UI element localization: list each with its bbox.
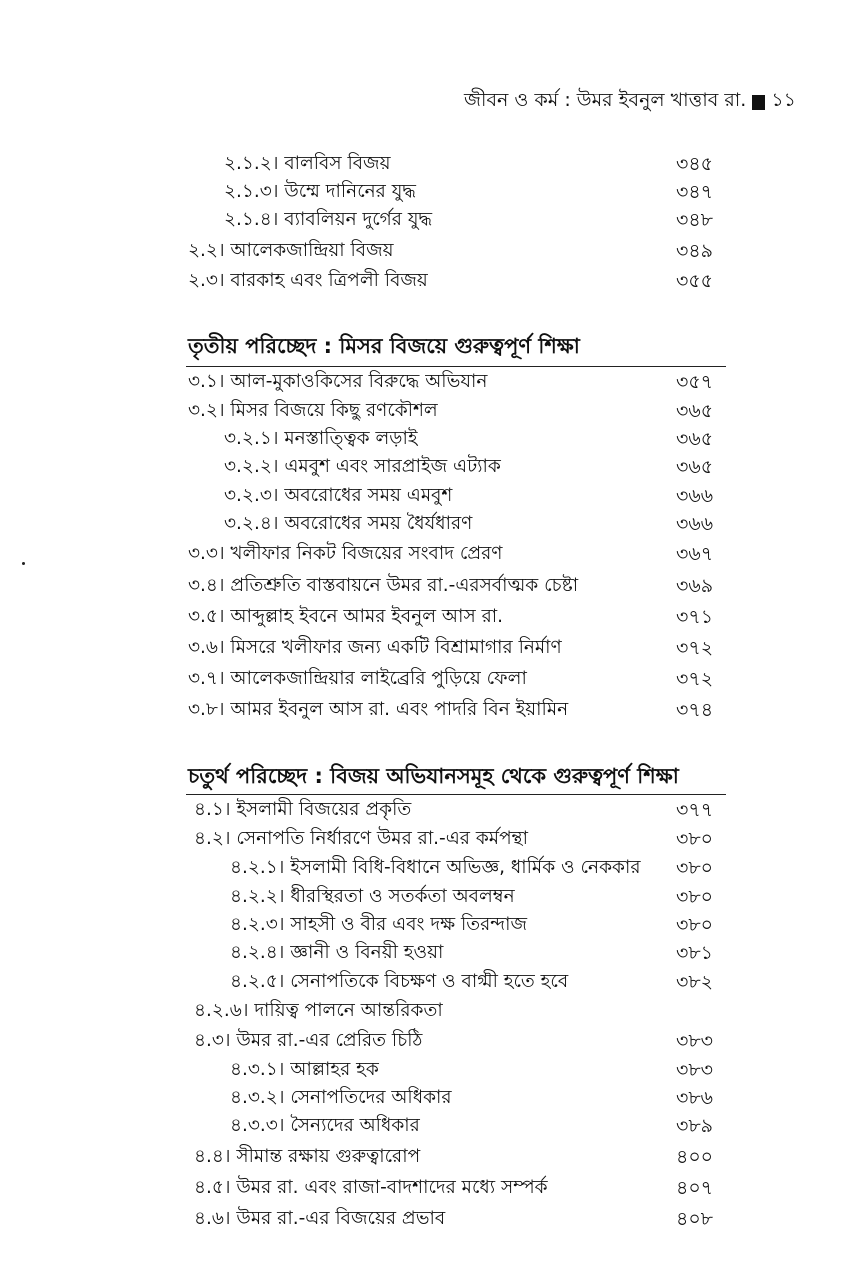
toc-entry-label: ৩.১। আল-মুকাওকিসের বিরুদ্ধে অভিযান xyxy=(188,371,488,392)
toc-entry-label: ৪.৬। উমর রা.-এর বিজয়ের প্রভাব xyxy=(194,1208,446,1229)
toc-entry-label: ৪.১। ইসলামী বিজয়ের প্রকৃতি xyxy=(194,799,412,820)
toc-entry xyxy=(0,795,868,825)
toc-entry-label: ৪.২.২। ধীরস্থিরতা ও সতর্কতা অবলম্বন xyxy=(230,886,515,907)
toc-entry-page: ৩৮০ xyxy=(676,857,714,879)
toc-entry-page: ৩৮০ xyxy=(676,828,714,850)
toc-entry-label: ৪.২.১। ইসলামী বিধি-বিধানে অভিজ্ঞ, ধার্মিক ও নেককার xyxy=(230,857,641,878)
toc-entry xyxy=(0,1083,868,1113)
toc-entry-label: ৪.২.৫। সেনাপতিকে বিচক্ষণ ও বাগ্মী হতে হবে xyxy=(230,971,569,992)
toc-entry-label: ৩.৬। মিসরে খলীফার জন্য একটি বিশ্রামাগার নির্মাণ xyxy=(188,637,562,658)
toc-entry-label: ৪.৩.২। সেনাপতিদের অধিকার xyxy=(230,1087,452,1108)
toc-entry-label: ৩.৩। খলীফার নিকট বিজয়ের সংবাদ প্রেরণ xyxy=(188,543,503,564)
toc-entry xyxy=(0,149,868,179)
toc-entry-label: ৩.২.১। মনস্তাত্ত্বিক লড়াই xyxy=(224,428,418,449)
toc-entry-page: ৩৪৯ xyxy=(676,240,714,262)
toc-entry-page: ৩৭১ xyxy=(676,606,714,628)
toc-entry-label: ৪.২.৪। জ্ঞানী ও বিনয়ী হওয়া xyxy=(230,942,444,963)
toc-entry-label: ৩.৭। আলেকজান্দ্রিয়ার লাইব্রেরি পুড়িয়ে ফেলা xyxy=(188,668,527,689)
toc-entry-label: ৪.৪। সীমান্ত রক্ষায় গুরুত্বারোপ xyxy=(194,1146,421,1167)
toc-entry xyxy=(0,967,868,997)
chapter-heading-3: তৃতীয় পরিচ্ছেদ : মিসর বিজয়ে গুরুত্বপূর্ণ শিক্ষা xyxy=(188,334,580,358)
toc-entry-label: ২.১.৪। ব্যাবলিয়ন দুর্গের যুদ্ধ xyxy=(224,209,433,230)
toc-entry xyxy=(0,236,868,266)
toc-entry xyxy=(0,996,868,1026)
toc-entry xyxy=(0,177,868,207)
toc-entry-page: ৩৬৭ xyxy=(676,543,714,565)
toc-entry xyxy=(0,205,868,235)
toc-entry xyxy=(0,509,868,539)
toc-entry xyxy=(0,664,868,694)
toc-entry-page: ৩৮৯ xyxy=(676,1115,714,1137)
toc-entry-page: ৩৮৩ xyxy=(676,1059,714,1081)
toc-entry xyxy=(0,1204,868,1234)
toc-entry-page: ৩৮০ xyxy=(676,914,714,936)
running-header xyxy=(464,86,796,118)
toc-entry-label: ৪.২.৬। দায়িত্ব পালনে আন্তরিকতা xyxy=(194,1000,443,1021)
toc-entry xyxy=(0,1111,868,1141)
toc-entry xyxy=(0,824,868,854)
toc-entry-page: ৩৫৫ xyxy=(676,270,714,292)
header-block-mark xyxy=(752,95,765,110)
running-header-title: জীবন ও কর্ম : উমর ইবনুল খাত্তাব রা. xyxy=(464,89,747,111)
toc-entry xyxy=(0,695,868,725)
toc-entry-label: ২.৩। বারকাহ এবং ত্রিপলী বিজয় xyxy=(188,270,428,291)
toc-entry-label: ৪.৩.৩। সৈন্যদের অধিকার xyxy=(230,1115,420,1136)
toc-entry xyxy=(0,539,868,569)
toc-entry-page: ৩৭২ xyxy=(676,668,714,690)
toc-entry xyxy=(0,602,868,632)
toc-entry-label: ৪.২। সেনাপতি নির্ধারণে উমর রা.-এর কর্মপন্থা xyxy=(194,828,528,849)
toc-entry-page: ৩৪৮ xyxy=(676,209,714,231)
toc-entry-label: ৩.২.৪। অবরোধের সময় ধৈর্যধারণ xyxy=(224,513,473,534)
toc-entry-label: ২.১.৩। উম্মে দানিনের যুদ্ধ xyxy=(224,181,416,202)
toc-entry xyxy=(0,882,868,912)
toc-entry-page: ৪০৮ xyxy=(676,1208,714,1230)
toc-entry xyxy=(0,424,868,454)
toc-entry xyxy=(0,1173,868,1203)
toc-entry-page: ৩৬৫ xyxy=(676,456,714,478)
toc-entry-page: ৩৬৫ xyxy=(676,400,714,422)
toc-entry xyxy=(0,1026,868,1056)
toc-entry xyxy=(0,1055,868,1085)
toc-entry-label: ৩.২.২। এমবুশ এবং সারপ্রাইজ এট্যাক xyxy=(224,456,501,477)
toc-entry xyxy=(0,396,868,426)
toc-entry-page: ৩৮১ xyxy=(676,942,714,964)
toc-entry-label: ৪.৩.১। আল্লাহর হক xyxy=(230,1059,379,1080)
toc-entry-page: ৩৬৯ xyxy=(676,575,714,597)
toc-entry xyxy=(0,266,868,296)
toc-entry-page: ৪০০ xyxy=(676,1146,714,1168)
toc-entry-page: ৩৮০ xyxy=(676,886,714,908)
toc-entry-page: ৩৪৭ xyxy=(676,181,714,203)
toc-entry xyxy=(0,367,868,397)
toc-entry-page: ৩৮৬ xyxy=(676,1087,714,1109)
toc-entry-page: ৩৫৭ xyxy=(676,371,714,393)
toc-entry-label: ৪.৩। উমর রা.-এর প্রেরিত চিঠি xyxy=(194,1030,423,1051)
toc-entry-page: ৩৮৩ xyxy=(676,1030,714,1052)
toc-entry-page: ৩৪৫ xyxy=(676,153,714,175)
toc-entry xyxy=(0,853,868,883)
toc-entry-label: ৩.২.৩। অবরোধের সময় এমবুশ xyxy=(224,485,453,506)
toc-entry-page: ৩৮২ xyxy=(676,971,714,993)
toc-entry xyxy=(0,1142,868,1172)
toc-entry-page: ৩৭৭ xyxy=(676,799,714,821)
toc-entry-label: ৩.২। মিসর বিজয়ে কিছু রণকৌশল xyxy=(188,400,438,421)
toc-entry-label: ৪.২.৩। সাহসী ও বীর এবং দক্ষ তিরন্দাজ xyxy=(230,914,528,935)
toc-entry-label: ২.১.২। বালবিস বিজয় xyxy=(224,153,391,174)
toc-entry-label: ৩.৪। প্রতিশ্রুতি বাস্তবায়নে উমর রা.-এরসর্বাত্মক চেষ্টা xyxy=(188,575,579,596)
toc-entry xyxy=(0,571,868,601)
toc-entry-label: ৩.৫। আব্দুল্লাহ ইবনে আমর ইবনুল আস রা. xyxy=(188,606,504,627)
toc-entry xyxy=(0,938,868,968)
toc-entry xyxy=(0,633,868,663)
toc-entry-label: ৩.৮। আমর ইবনুল আস রা. এবং পাদরি বিন ইয়ামিন xyxy=(188,699,569,720)
toc-entry-page: ৩৬৬ xyxy=(676,485,714,507)
running-header-page-number: ১১ xyxy=(771,89,796,111)
toc-entry xyxy=(0,910,868,940)
toc-entry-page: ৪০৭ xyxy=(676,1177,714,1199)
chapter-heading-4: চতুর্থ পরিচ্ছেদ : বিজয় অভিযানসমূহ থেকে গুরুত্বপূর্ণ শিক্ষা xyxy=(188,764,679,788)
toc-entry xyxy=(0,452,868,482)
toc-entry-page: ৩৭২ xyxy=(676,637,714,659)
toc-entry-label: ২.২। আলেকজান্দ্রিয়া বিজয় xyxy=(188,240,394,261)
toc-entry-label: ৪.৫। উমর রা. এবং রাজা-বাদশাদের মধ্যে সম্পর্ক xyxy=(194,1177,548,1198)
toc-entry-page: ৩৭৪ xyxy=(676,699,714,721)
toc-entry xyxy=(0,481,868,511)
toc-entry-page: ৩৬৫ xyxy=(676,428,714,450)
toc-entry-page: ৩৬৬ xyxy=(676,513,714,535)
